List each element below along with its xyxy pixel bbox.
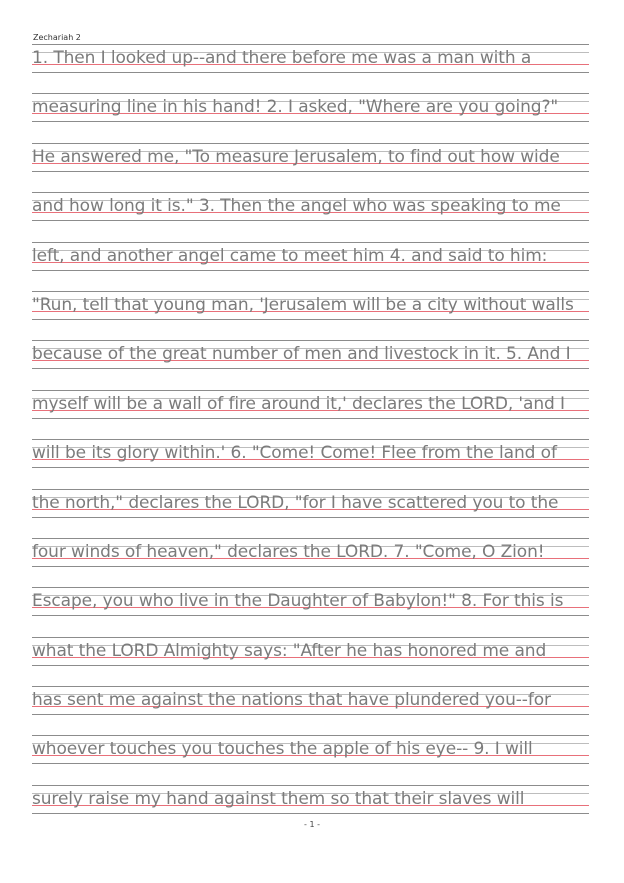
page-title: Zechariah 2 bbox=[33, 33, 81, 42]
rule-bottom bbox=[32, 566, 589, 567]
tracing-text: has sent me against the nations that have plundered you--for bbox=[32, 690, 551, 711]
rule-top bbox=[32, 192, 589, 193]
tracing-text: because of the great number of men and livestock in it. 5. And I bbox=[32, 344, 571, 365]
tracing-text: what the LORD Almighty says: "After he has honored me and bbox=[32, 640, 547, 661]
rule-top bbox=[32, 587, 589, 588]
rule-top bbox=[32, 489, 589, 490]
tracing-text: measuring line in his hand! 2. I asked, "Where are you going?" bbox=[32, 97, 559, 118]
rule-bottom bbox=[32, 121, 589, 122]
rule-bottom bbox=[32, 72, 589, 73]
tracing-text: myself will be a wall of fire around it,' declares the LORD, 'and I bbox=[32, 393, 565, 414]
rule-top bbox=[32, 686, 589, 687]
rule-top bbox=[32, 390, 589, 391]
practice-row bbox=[32, 538, 589, 587]
tracing-text: "Run, tell that young man, 'Jerusalem will be a city without walls bbox=[32, 294, 574, 315]
practice-row bbox=[32, 390, 589, 439]
practice-row bbox=[32, 291, 589, 340]
rule-bottom bbox=[32, 615, 589, 616]
practice-row bbox=[32, 686, 589, 735]
practice-row bbox=[32, 587, 589, 636]
rule-bottom bbox=[32, 171, 589, 172]
rule-bottom bbox=[32, 220, 589, 221]
rule-top bbox=[32, 735, 589, 736]
rule-bottom bbox=[32, 418, 589, 419]
rule-bottom bbox=[32, 813, 589, 814]
rule-bottom bbox=[32, 714, 589, 715]
practice-row bbox=[32, 439, 589, 488]
rule-bottom bbox=[32, 517, 589, 518]
rule-bottom bbox=[32, 467, 589, 468]
practice-row bbox=[32, 242, 589, 291]
tracing-text: surely raise my hand against them so that their slaves will bbox=[32, 788, 525, 809]
tracing-text: will be its glory within.' 6. "Come! Come! Flee from the land of bbox=[32, 443, 557, 464]
rule-bottom bbox=[32, 763, 589, 764]
practice-row bbox=[32, 143, 589, 192]
practice-row bbox=[32, 192, 589, 241]
practice-row bbox=[32, 489, 589, 538]
rule-bottom bbox=[32, 665, 589, 666]
handwriting-practice-lines bbox=[32, 44, 589, 834]
tracing-text: four winds of heaven," declares the LORD. 7. "Come, O Zion! bbox=[32, 541, 545, 562]
rule-top bbox=[32, 538, 589, 539]
rule-bottom bbox=[32, 319, 589, 320]
tracing-text: left, and another angel came to meet him 4. and said to him: bbox=[32, 245, 548, 266]
rule-top bbox=[32, 93, 589, 94]
rule-top bbox=[32, 143, 589, 144]
rule-top bbox=[32, 340, 589, 341]
tracing-text: 1. Then I looked up--and there before me was a man with a bbox=[32, 48, 532, 68]
tracing-text: He answered me, "To measure Jerusalem, to find out how wide bbox=[32, 146, 560, 167]
practice-row bbox=[32, 637, 589, 686]
practice-row bbox=[32, 44, 589, 93]
tracing-text: Escape, you who live in the Daughter of Babylon!" 8. For this is bbox=[32, 591, 564, 612]
rule-top bbox=[32, 291, 589, 292]
rule-top bbox=[32, 44, 589, 45]
rule-top bbox=[32, 785, 589, 786]
tracing-text: and how long it is." 3. Then the angel who was speaking to me bbox=[32, 196, 561, 217]
tracing-text: the north," declares the LORD, "for I have scattered you to the bbox=[32, 492, 559, 513]
practice-row bbox=[32, 735, 589, 784]
tracing-text: whoever touches you touches the apple of his eye-- 9. I will bbox=[32, 739, 533, 760]
rule-top bbox=[32, 242, 589, 243]
rule-top bbox=[32, 439, 589, 440]
practice-row bbox=[32, 340, 589, 389]
rule-bottom bbox=[32, 270, 589, 271]
rule-top bbox=[32, 637, 589, 638]
practice-row bbox=[32, 93, 589, 142]
rule-bottom bbox=[32, 368, 589, 369]
page-number: - 1 - bbox=[304, 820, 320, 829]
